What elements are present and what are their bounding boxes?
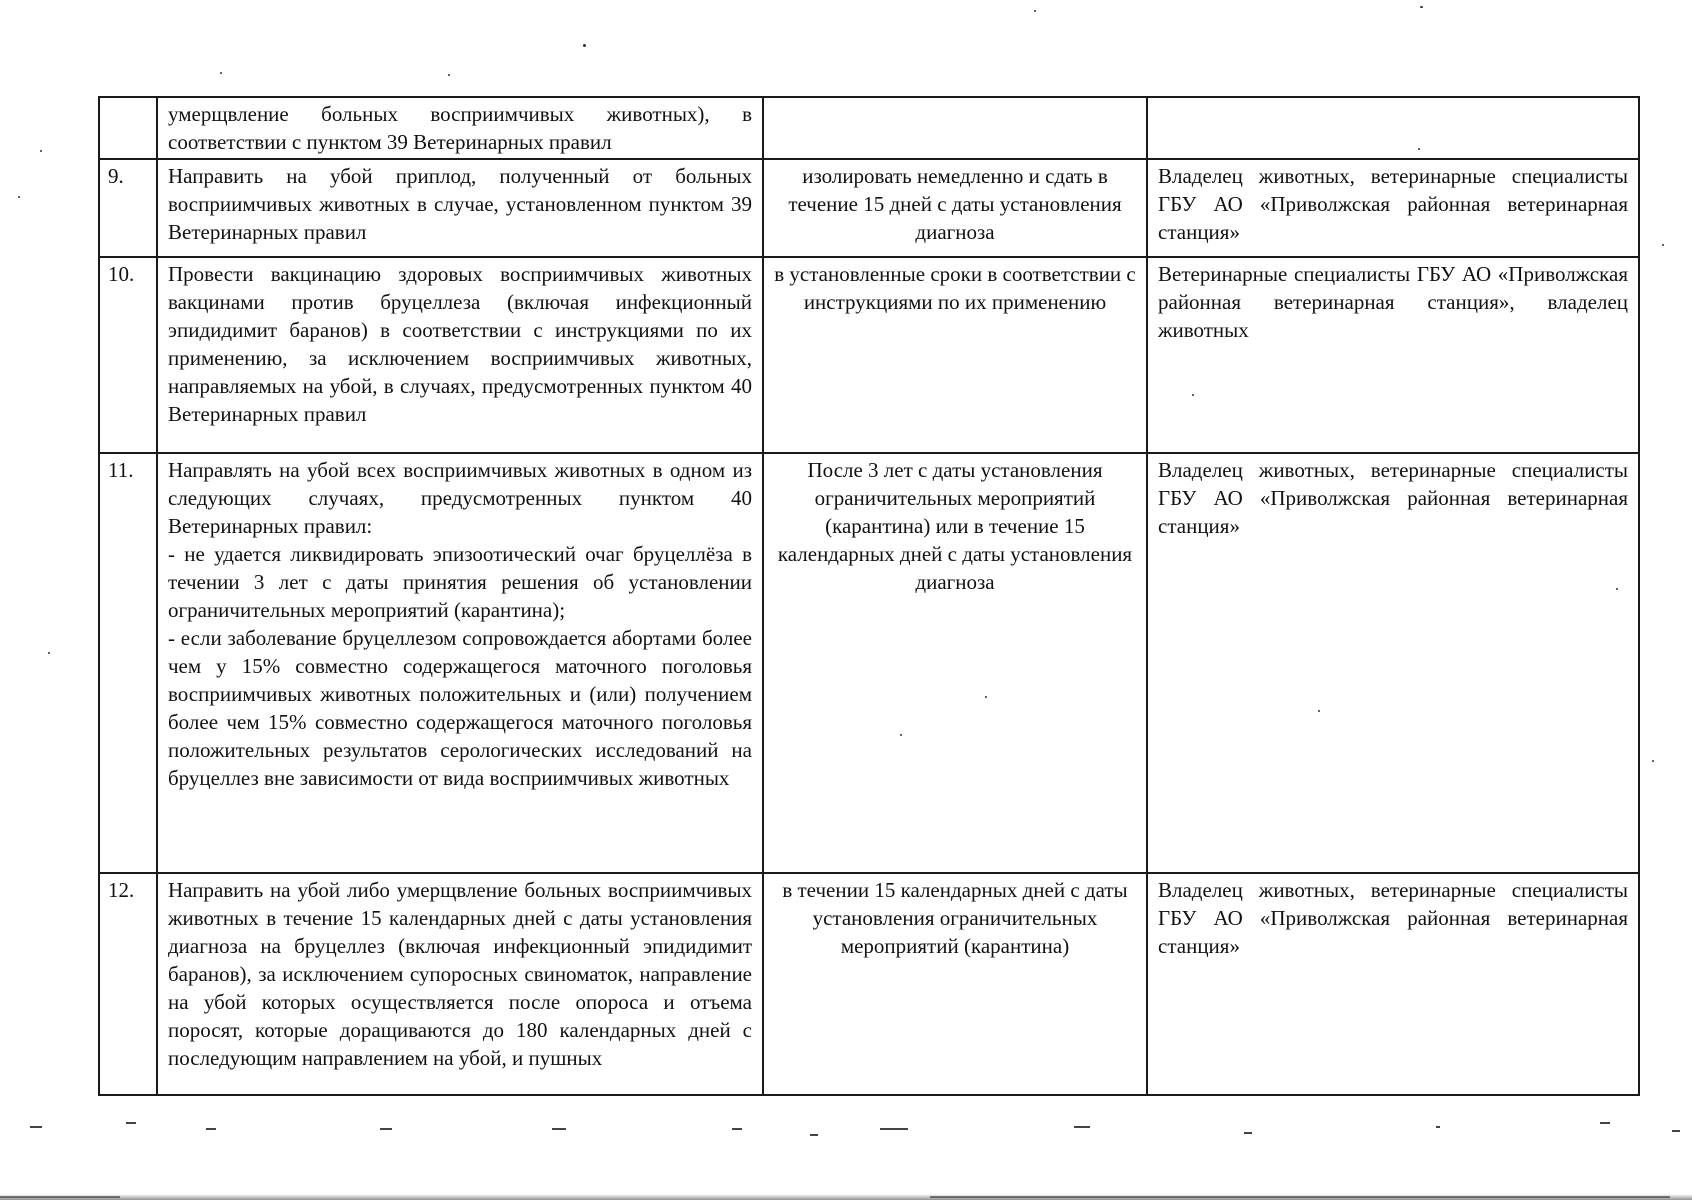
- scan-mark: [1672, 1130, 1680, 1132]
- scan-speck: [1418, 148, 1420, 150]
- scan-mark: [732, 1128, 742, 1130]
- scan-mark: [206, 1128, 216, 1130]
- scan-speck: [220, 72, 222, 74]
- responsible-text: Владелец животных, ветеринарные специалисты ГБУ АО «Приволжская районная ветеринарная станция»: [1147, 159, 1639, 257]
- row-number: [99, 97, 157, 159]
- term-text: в установленные сроки в соответствии с инструкциями по их применению: [763, 257, 1147, 453]
- table-row: [99, 453, 1639, 873]
- term-text: в течении 15 календарных дней с даты установления ограничительных мероприятий (карантина): [763, 873, 1147, 1095]
- scan-speck: [583, 44, 586, 47]
- measure-bullet: - не удается ликвидировать эпизоотический очаг бруцеллёза в течении 3 лет с даты принятия решения об установлении ограничительных мероприятий (карантина);: [168, 542, 752, 622]
- scan-speck: [18, 196, 20, 198]
- scan-mark: [126, 1122, 136, 1124]
- table-row: [99, 257, 1639, 453]
- term-text: изолировать немедленно и сдать в течение 15 дней с даты установления диагноза: [763, 159, 1147, 257]
- scan-speck: [40, 150, 42, 152]
- scan-mark: [30, 1126, 42, 1128]
- scan-edge: [0, 1194, 1692, 1200]
- scan-mark: [380, 1128, 392, 1130]
- measure-intro: Направлять на убой всех восприимчивых животных в одном из следующих случаях, предусмотренных пунктом 40 Ветеринарных правил:: [168, 458, 752, 538]
- measure-bullet: - если заболевание бруцеллезом сопровождается абортами более чем у 15% совместно содержащегося маточного поголовья восприимчивых животных положительных и (или) получением более чем 15% совместно содержащегося маточного поголовья положительных результатов серологических исследований на бруцеллез вне зависимости от вида восприимчивых животных: [168, 626, 752, 790]
- table-row: [99, 159, 1639, 257]
- table-row: [99, 97, 1639, 159]
- scan-mark: [880, 1128, 908, 1130]
- scan-speck: [1420, 6, 1423, 8]
- scan-speck: [1616, 588, 1618, 590]
- scan-mark: [1074, 1126, 1090, 1128]
- measure-text: Направить на убой приплод, полученный от больных восприимчивых животных в случае, установленном пунктом 39 Ветеринарных правил: [157, 159, 763, 257]
- scan-mark: [1244, 1132, 1252, 1134]
- scan-mark: [1436, 1126, 1440, 1128]
- scan-mark: [810, 1134, 818, 1136]
- scan-speck: [448, 74, 450, 76]
- measure-text: Направить на убой либо умерщвление больных восприимчивых животных в течение 15 календарных дней с даты установления диагноза на бруцеллез (включая инфекционный эпидидимит баранов), за исключением супоросных свиноматок, направление на убой которых осуществляется после опороса и отъема поросят, которые доращиваются до 180 календарных дней с последующим направлением на убой, и пушных: [157, 873, 763, 1095]
- measure-text: умерщвление больных восприимчивых животных), в соответствии с пунктом 39 Ветеринарных правил: [157, 97, 763, 159]
- measures-table: [98, 96, 1640, 1096]
- term-text: [763, 97, 1147, 159]
- scan-speck: [1034, 10, 1036, 12]
- measure-text: Провести вакцинацию здоровых восприимчивых животных вакцинами против бруцеллеза (включая инфекционный эпидидимит баранов) в соответствии с инструкциями по их применению, за исключением восприимчивых животных, направляемых на убой, в случаях, предусмотренных пунктом 40 Ветеринарных правил: [157, 257, 763, 453]
- term-text: После 3 лет с даты установления ограничительных мероприятий (карантина) или в течение 15 календарных дней с даты установления диагноза: [763, 453, 1147, 873]
- scan-mark: [552, 1128, 566, 1130]
- scan-speck: [1652, 760, 1654, 762]
- responsible-text: [1147, 97, 1639, 159]
- row-number: 9.: [99, 159, 157, 257]
- table-row: [99, 873, 1639, 1095]
- scan-speck: [1192, 394, 1194, 396]
- row-number: 10.: [99, 257, 157, 453]
- row-number: 11.: [99, 453, 157, 873]
- measure-text: [157, 453, 763, 873]
- responsible-text: Владелец животных, ветеринарные специалисты ГБУ АО «Приволжская районная ветеринарная станция»: [1147, 873, 1639, 1095]
- scan-speck: [48, 652, 50, 654]
- row-number: 12.: [99, 873, 157, 1095]
- scan-mark: [1600, 1122, 1610, 1124]
- responsible-text: Владелец животных, ветеринарные специалисты ГБУ АО «Приволжская районная ветеринарная станция»: [1147, 453, 1639, 873]
- scan-speck: [985, 696, 987, 698]
- scan-speck: [900, 734, 902, 736]
- scan-speck: [1318, 710, 1320, 712]
- responsible-text: Ветеринарные специалисты ГБУ АО «Приволжская районная ветеринарная станция», владелец животных: [1147, 257, 1639, 453]
- scan-speck: [1662, 244, 1664, 246]
